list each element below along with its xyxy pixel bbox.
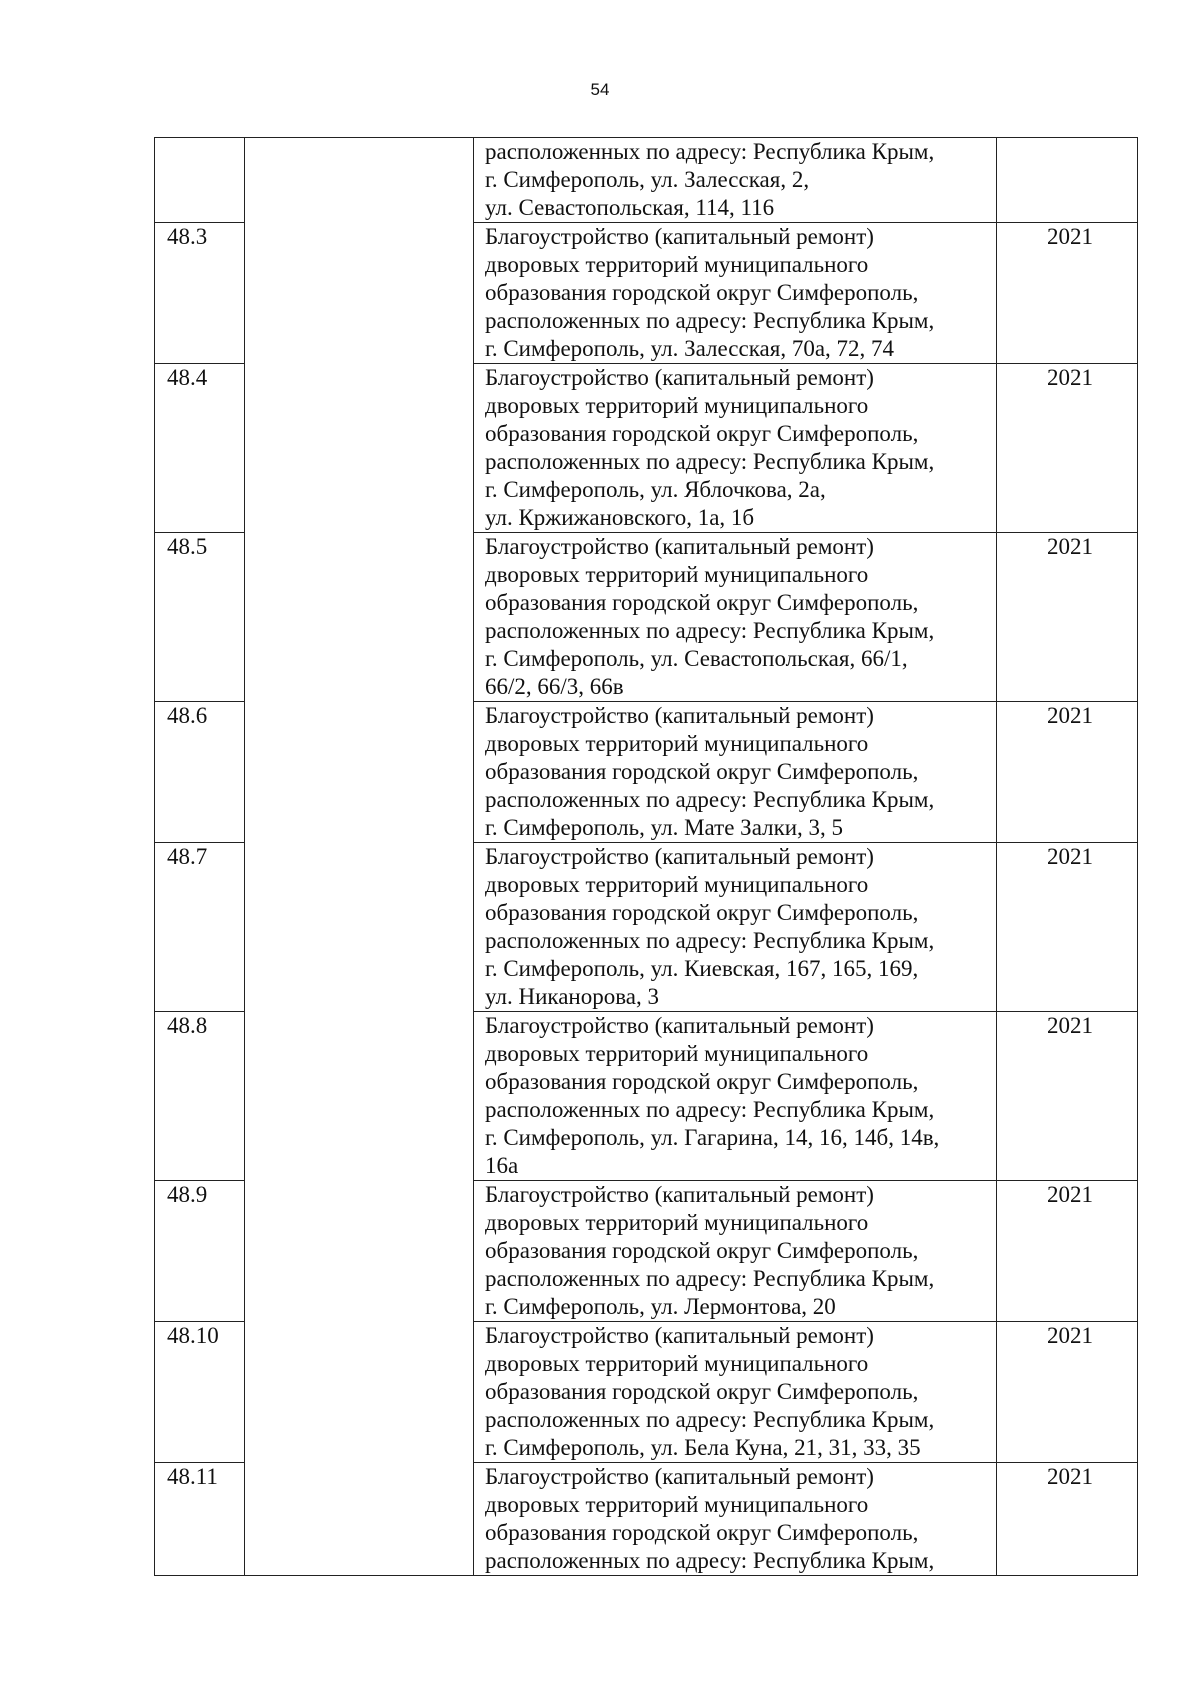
row-year: 2021 — [997, 1463, 1138, 1576]
works-table-body — [155, 138, 1138, 1576]
row-description: расположенных по адресу: Республика Крым, г. Симферополь, ул. Залесская, 2, ул. Севастопольская, 114, 116 — [474, 138, 997, 223]
row-number: 48.7 — [155, 843, 245, 1012]
table-row — [155, 138, 1138, 223]
row-description: Благоустройство (капитальный ремонт) дворовых территорий муниципального образования городской округ Симферополь, расположенных по адресу: Республика Крым, г. Симферополь, ул. Киевская, 167, 165, 169, ул. Никанорова, 3 — [474, 843, 997, 1012]
row-description: Благоустройство (капитальный ремонт) дворовых территорий муниципального образования городской округ Симферополь, расположенных по адресу: Республика Крым, г. Симферополь, ул. Севастопольская, 66/1, 66/2, 66/3, 66в — [474, 533, 997, 702]
row-year: 2021 — [997, 533, 1138, 702]
row-description: Благоустройство (капитальный ремонт) дворовых территорий муниципального образования городской округ Симферополь, расположенных по адресу: Республика Крым, г. Симферополь, ул. Бела Куна, 21, 31, 33, 35 — [474, 1322, 997, 1463]
row-description: Благоустройство (капитальный ремонт) дворовых территорий муниципального образования городской округ Симферополь, расположенных по адресу: Республика Крым, — [474, 1463, 997, 1576]
row-number: 48.4 — [155, 364, 245, 533]
row-number: 48.5 — [155, 533, 245, 702]
row-year: 2021 — [997, 1012, 1138, 1181]
row-number — [155, 138, 245, 223]
row-number: 48.11 — [155, 1463, 245, 1576]
row-description: Благоустройство (капитальный ремонт) дворовых территорий муниципального образования городской округ Симферополь, расположенных по адресу: Республика Крым, г. Симферополь, ул. Яблочкова, 2а, ул. Кржижановского, 1а, 1б — [474, 364, 997, 533]
row-year: 2021 — [997, 702, 1138, 843]
row-number: 48.9 — [155, 1181, 245, 1322]
row-year: 2021 — [997, 1181, 1138, 1322]
row-description: Благоустройство (капитальный ремонт) дворовых территорий муниципального образования городской округ Симферополь, расположенных по адресу: Республика Крым, г. Симферополь, ул. Гагарина, 14, 16, 14б, 14в, 16а — [474, 1012, 997, 1181]
row-description: Благоустройство (капитальный ремонт) дворовых территорий муниципального образования городской округ Симферополь, расположенных по адресу: Республика Крым, г. Симферополь, ул. Залесская, 70а, 72, 74 — [474, 223, 997, 364]
row-number: 48.3 — [155, 223, 245, 364]
works-table — [154, 137, 1138, 1576]
row-number: 48.6 — [155, 702, 245, 843]
row-description: Благоустройство (капитальный ремонт) дворовых территорий муниципального образования городской округ Симферополь, расположенных по адресу: Республика Крым, г. Симферополь, ул. Мате Залки, 3, 5 — [474, 702, 997, 843]
row-number: 48.8 — [155, 1012, 245, 1181]
row-year: 2021 — [997, 843, 1138, 1012]
row-year: 2021 — [997, 364, 1138, 533]
row-year — [997, 138, 1138, 223]
row-year: 2021 — [997, 1322, 1138, 1463]
empty-cell — [245, 138, 474, 1576]
row-description: Благоустройство (капитальный ремонт) дворовых территорий муниципального образования городской округ Симферополь, расположенных по адресу: Республика Крым, г. Симферополь, ул. Лермонтова, 20 — [474, 1181, 997, 1322]
row-number: 48.10 — [155, 1322, 245, 1463]
row-year: 2021 — [997, 223, 1138, 364]
page-number: 54 — [590, 80, 610, 99]
